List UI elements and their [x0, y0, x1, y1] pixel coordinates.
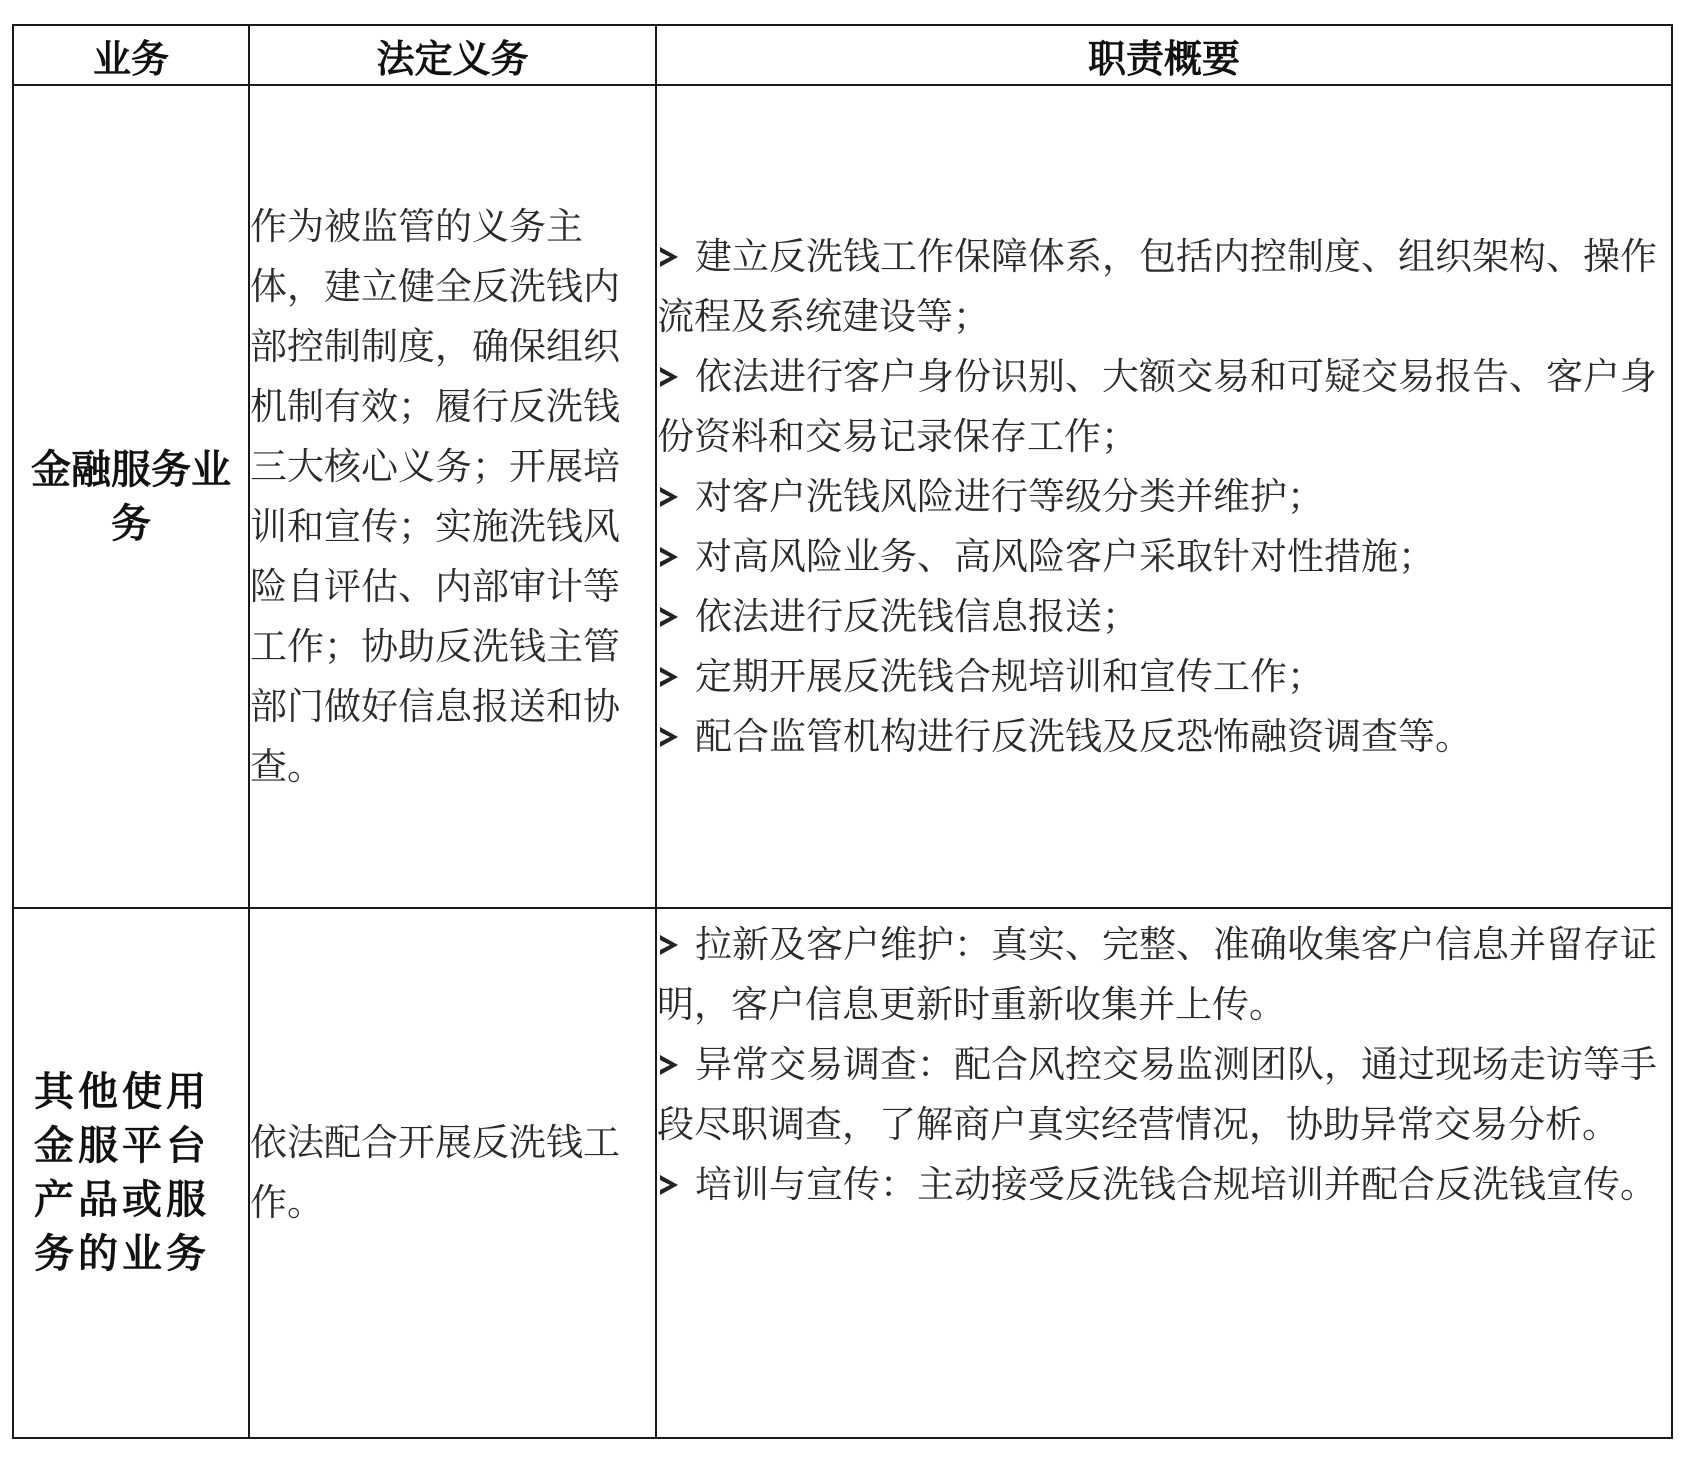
- responsibility-text: 依法进行客户身份识别、大额交易和可疑交易报告、客户身份资料和交易记录保存工作；: [657, 354, 1657, 458]
- responsibility-item: [657, 347, 1671, 467]
- arrow-right-icon: [657, 362, 681, 392]
- responsibility-item: [657, 915, 1671, 1035]
- header-business: 业务: [13, 25, 249, 85]
- table-row: [13, 908, 1672, 1438]
- responsibility-text: 异常交易调查：配合风控交易监测团队，通过现场走访等手段尽职调查，了解商户真实经营情况，协助异常交易分析。: [657, 1043, 1657, 1146]
- business-cell: 金融服务业务: [13, 85, 249, 908]
- business-cell: 其他使用金服平台产品或服务的业务: [13, 908, 249, 1438]
- header-responsibilities: 职责概要: [656, 25, 1672, 85]
- responsibility-item: [657, 587, 1671, 647]
- aml-duties-table: [12, 24, 1673, 1439]
- responsibility-item: [657, 1155, 1671, 1215]
- arrow-right-icon: [657, 1170, 681, 1200]
- arrow-right-icon: [657, 242, 681, 272]
- arrow-right-icon: [657, 602, 681, 632]
- legal-duty-cell: 依法配合开展反洗钱工作。: [249, 908, 656, 1438]
- arrow-right-icon: [657, 722, 681, 752]
- responsibility-text: 依法进行反洗钱信息报送；: [695, 594, 1139, 638]
- responsibility-text: 培训与宣传：主动接受反洗钱合规培训并配合反洗钱宣传。: [695, 1163, 1657, 1206]
- legal-duty-cell: 作为被监管的义务主体，建立健全反洗钱内部控制制度，确保组织机制有效；履行反洗钱三大核心义务；开展培训和宣传；实施洗钱风险自评估、内部审计等工作；协助反洗钱主管部门做好信息报送和协查。: [249, 85, 656, 908]
- table-header-row: [13, 25, 1672, 85]
- responsibility-item: [657, 707, 1671, 767]
- responsibility-text: 拉新及客户维护：真实、完整、准确收集客户信息并留存证明，客户信息更新时重新收集并上传。: [657, 923, 1657, 1026]
- header-legal-duty: 法定义务: [249, 25, 656, 85]
- responsibility-text: 建立反洗钱工作保障体系，包括内控制度、组织架构、操作流程及系统建设等；: [657, 234, 1657, 338]
- responsibilities-cell: [656, 85, 1672, 908]
- arrow-right-icon: [657, 1050, 681, 1080]
- arrow-right-icon: [657, 542, 681, 572]
- responsibility-text: 对客户洗钱风险进行等级分类并维护；: [695, 474, 1324, 518]
- responsibility-text: 对高风险业务、高风险客户采取针对性措施；: [695, 534, 1435, 578]
- responsibility-item: [657, 467, 1671, 527]
- table-row: [13, 85, 1672, 908]
- responsibility-item: [657, 227, 1671, 347]
- responsibilities-cell: [656, 908, 1672, 1438]
- arrow-right-icon: [657, 662, 681, 692]
- arrow-right-icon: [657, 930, 681, 960]
- responsibility-item: [657, 527, 1671, 587]
- arrow-right-icon: [657, 482, 681, 512]
- responsibility-item: [657, 1035, 1671, 1155]
- responsibility-text: 定期开展反洗钱合规培训和宣传工作；: [695, 654, 1324, 698]
- responsibility-text: 配合监管机构进行反洗钱及反恐怖融资调查等。: [695, 714, 1472, 758]
- responsibility-item: [657, 647, 1671, 707]
